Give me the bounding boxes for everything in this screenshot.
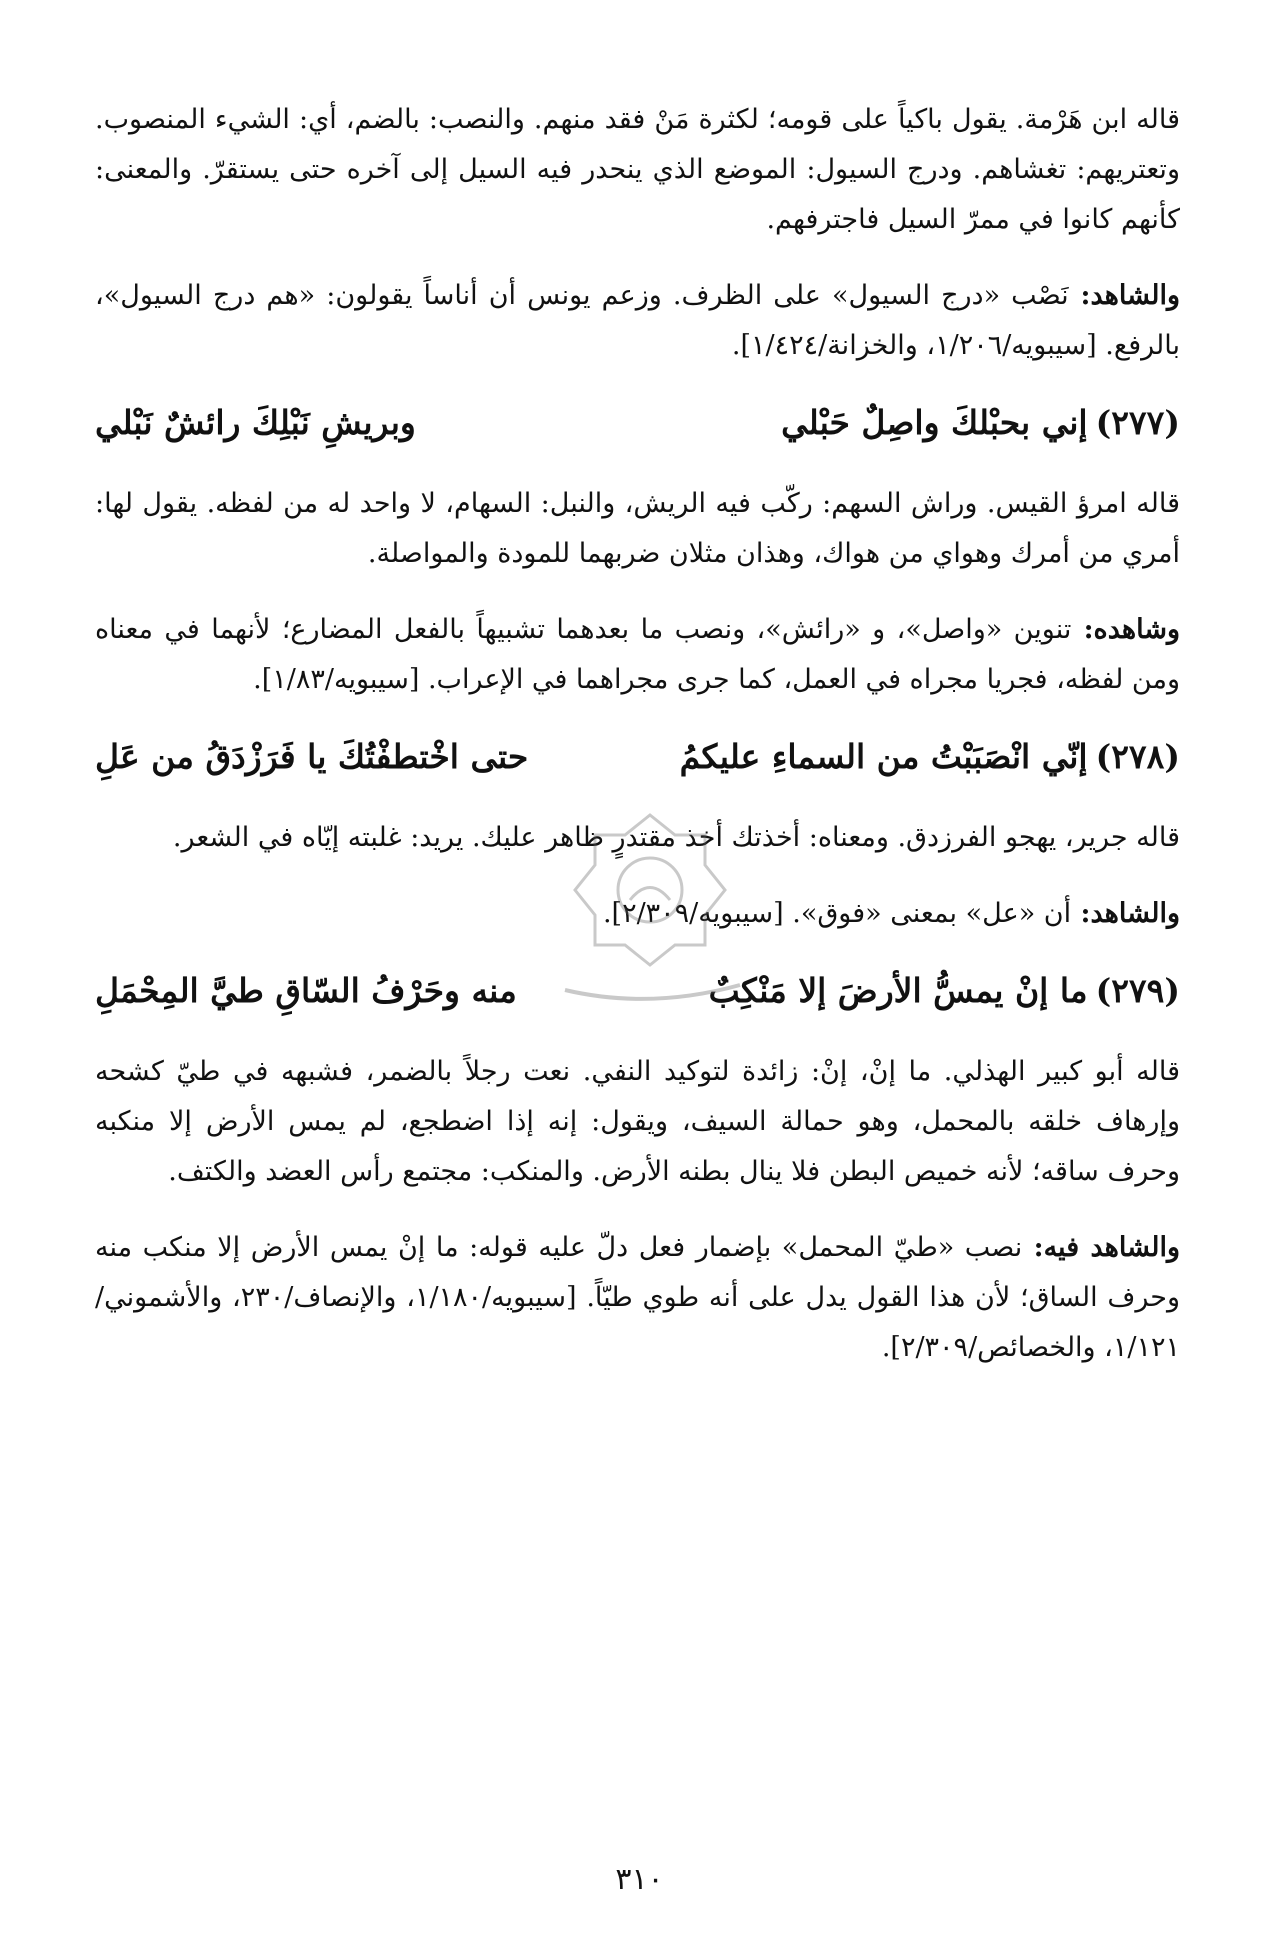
verse-278 <box>95 731 1180 783</box>
paragraph-lead: وشاهده: <box>1071 614 1180 645</box>
verse-number: (٢٧٩) <box>1095 971 1180 1010</box>
verse-text: ما إنْ يمسُّ الأرضَ إلا مَنْكِبٌ <box>708 971 1088 1010</box>
watermark-emblem-icon <box>505 805 795 1035</box>
verse-number: (٢٧٨) <box>1095 737 1180 776</box>
verse-second-hemistich: حتى اخْتطفْتُكَ يا فَرَزْدَقُ من عَلِ <box>95 737 529 776</box>
paragraph-text: تنوين «واصل»، و «رائش»، ونصب ما بعدهما تشبيهاً بالفعل المضارع؛ لأنهما في معناه ومن لفظه، فجريا مجراه في العمل، كما جرى مجراهما في الإعراب. [سيبويه/١/٨٣]. <box>95 614 1180 695</box>
verse-number: (٢٧٧) <box>1095 403 1180 442</box>
page-number: ٣١٠ <box>615 1862 664 1897</box>
verse-second-hemistich: منه وحَرْفُ السّاقِ طيَّ المِحْمَلِ <box>95 971 517 1010</box>
paragraph-text: قاله ابن هَرْمة. يقول باكياً على قومه؛ لكثرة مَنْ فقد منهم. والنصب: بالضم، أي: الشيء المنصوب. وتعتريهم: تغشاهم. ودرج السيول: الموضع الذي ينحدر فيه السيل إلى آخره حتى يستقرّ. والمعنى: كأنهم كانوا في ممرّ السيل فاجترفهم. <box>95 104 1180 235</box>
paragraph <box>95 1047 1180 1197</box>
paragraph-lead: والشاهد: <box>1071 898 1180 929</box>
paragraph-text: أن «عل» بمعنى «فوق». [سيبويه/٢/٣٠٩]. <box>602 898 1072 929</box>
verse-first-hemistich <box>680 731 1180 783</box>
paragraph-text: نصب «طيّ المحمل» بإضمار فعل دلّ عليه قوله: ما إنْ يمس الأرض إلا منكب منه وحرف الساق؛ لأن هذا القول يدل على أنه طوي طيّاً. [سيبويه/١/١٨٠، والإنصاف/٢٣٠، والأشموني/١/١٢١، والخصائص/٢/٣٠٩]. <box>95 1232 1180 1363</box>
verse-text: إني بحبْلكَ واصِلٌ حَبْلي <box>781 403 1088 442</box>
verse-second-hemistich: وبريشِ نَبْلِكَ رائشٌ نَبْلي <box>95 403 416 442</box>
page-body <box>95 95 1180 1399</box>
paragraph <box>95 1223 1180 1373</box>
verse-first-hemistich <box>781 397 1180 449</box>
verse-277 <box>95 397 1180 449</box>
paragraph-lead: والشاهد: <box>1068 280 1180 311</box>
paragraph-text: نَصْب «درج السيول» على الظرف. وزعم يونس أن أناساً يقولون: «هم درج السيول»، بالرفع. [سيبويه/١/٢٠٦، والخزانة/١/٤٢٤]. <box>95 280 1180 361</box>
paragraph-text: قاله امرؤ القيس. وراش السهم: ركّب فيه الريش، والنبل: السهام، لا واحد له من لفظه. يقول لها: أمري من أمرك وهواي من هواك، وهذان مثلان ضربهما للمودة والمواصلة. <box>95 488 1180 569</box>
paragraph-text: قاله جرير، يهجو الفرزدق. ومعناه: أخذتك أخذ مقتدرٍ ظاهر عليك. يريد: غلبته إيّاه في الشعر. <box>172 822 1180 853</box>
paragraph-text: قاله أبو كبير الهذلي. ما إنْ، إنْ: زائدة لتوكيد النفي. نعت رجلاً بالضمر، فشبهه في طيّ كشحه وإرهاف خلقه بالمحمل، وهو حمالة السيف، ويقول: إنه إذا اضطجع، لم يمس الأرض إلا منكبه وحرف ساقه؛ لأنه خميص البطن فلا ينال بطنه الأرض. والمنكب: مجتمع رأس العضد والكتف. <box>95 1056 1180 1187</box>
paragraph <box>95 605 1180 705</box>
paragraph <box>95 271 1180 371</box>
paragraph <box>95 479 1180 579</box>
verse-text: إنّي انْصَبَبْتُ من السماءِ عليكمُ <box>679 737 1088 776</box>
paragraph <box>95 95 1180 245</box>
paragraph-lead: والشاهد فيه: <box>1022 1232 1180 1263</box>
